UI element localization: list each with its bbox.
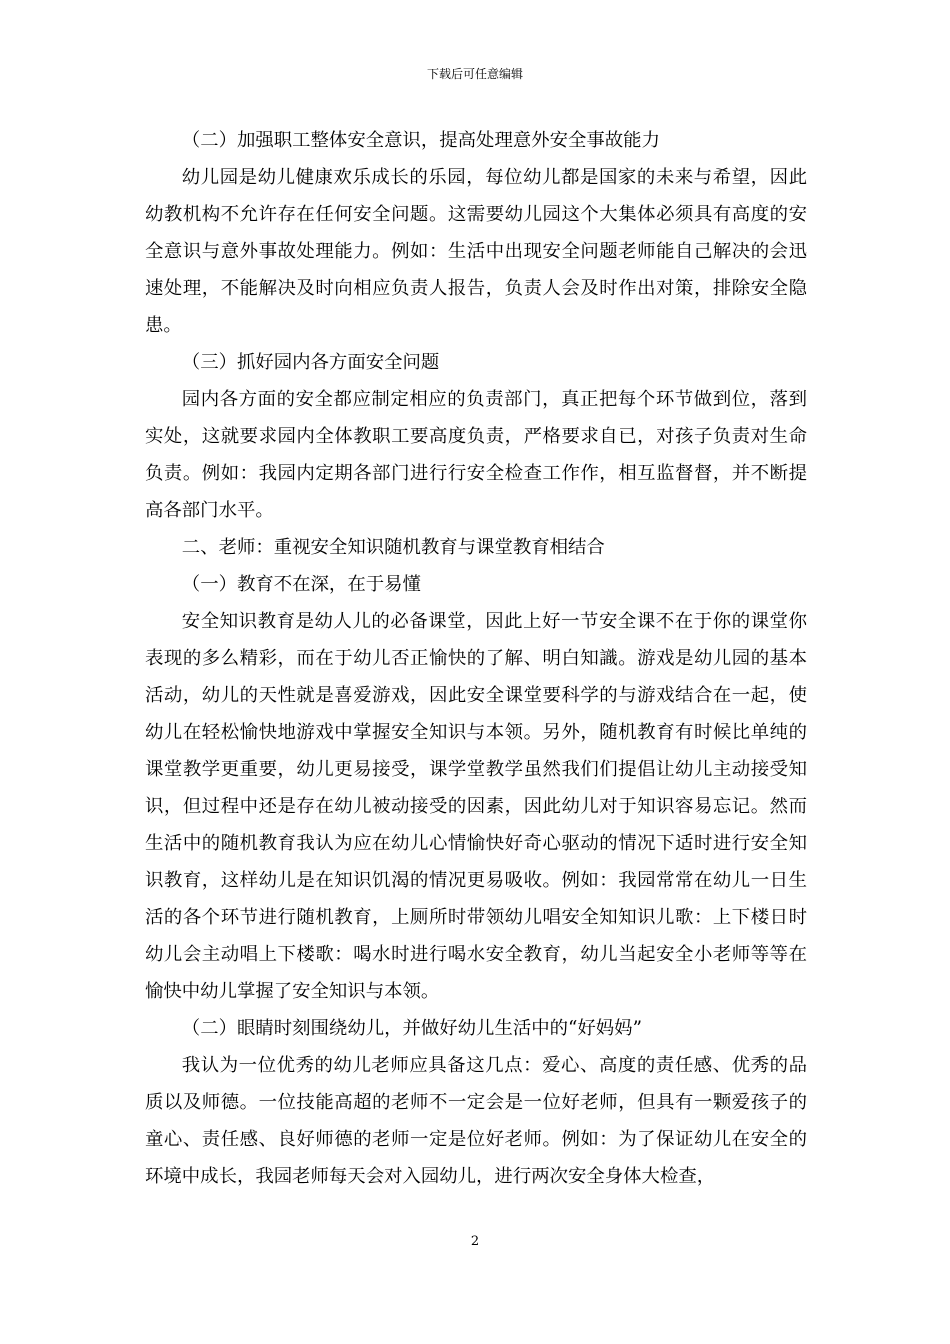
document-body <box>145 122 807 1195</box>
page-number: 2 <box>470 1234 480 1249</box>
body-paragraph: 幼儿园是幼儿健康欢乐成长的乐园，每位幼儿都是国家的未来与希望，因此幼教机构不允许存在任何安全问题。这需要幼儿园这个大集体必须具有高度的安全意识与意外事故处理能力。例如：生活中出现安全问题老师能自己解决的会迅速处理，不能解决及时向相应负责人报告，负责人会及时作出对策，排除安全隐患。 <box>145 167 807 336</box>
section-heading: （二）眼睛时刻围绕幼儿，并做好幼儿生活中的“好妈妈” <box>181 1018 642 1039</box>
chapter-heading: 二、老师：重视安全知识随机教育与课堂教育相结合 <box>181 537 605 558</box>
section-heading: （一）教育不在深，在于易懂 <box>181 574 421 595</box>
section-heading: （二）加强职工整体安全意识，提高处理意外安全事故能力 <box>181 130 660 151</box>
section-heading: （三）抓好园内各方面安全问题 <box>181 352 440 373</box>
body-paragraph: 安全知识教育是幼人儿的必备课堂，因此上好一节安全课不在于你的课堂你表现的多么精彩，而在于幼儿否正愉快的了解、明白知識。游戏是幼儿园的基本活动，幼儿的天性就是喜爱游戏，因此安全课堂要科学的与游戏结合在一起，使幼儿在轻松愉快地游戏中掌握安全知识与本领。另外，随机教育有时候比单纯的课堂教学更重要，幼儿更易接受，课学堂教学虽然我们们提倡让幼儿主动接受知识，但过程中还是存在幼儿被动接受的因素，因此幼儿对于知识容易忘记。然而生活中的随机教育我认为应在幼儿心情愉快好奇心驱动的情况下适时进行安全知识教育，这样幼儿是在知识饥渴的情况更易吸收。例如：我园常常在幼儿一日生活的各个环节进行随机教育，上厕所时带领幼儿唱安全知知识儿歌：上下楼日时幼儿会主动唱上下楼歌：喝水时进行喝水安全教育，幼儿当起安全小老师等等在愉快中幼儿掌握了安全知识与本领。 <box>145 611 807 1002</box>
page-header: 下载后可任意编辑 <box>426 67 523 81</box>
body-paragraph: 我认为一位优秀的幼儿老师应具备这几点：爱心、高度的责任感、优秀的品质以及师德。一位技能高超的老师不一定会是一位好老师，但具有一颗爱孩子的童心、责任感、良好师德的老师一定是位好老师。例如：为了保证幼儿在安全的环境中成长，我园老师每天会对入园幼儿，进行两次安全身体大检查， <box>145 1055 807 1187</box>
body-paragraph: 园内各方面的安全都应制定相应的负责部门，真正把每个环节做到位，落到实处，这就要求园内全体教职工要高度负责，严格要求自已，对孩子负责对生命负责。例如：我园内定期各部门进行行安全检查工作作，相互监督督，并不断提高各部门水平。 <box>145 389 807 521</box>
